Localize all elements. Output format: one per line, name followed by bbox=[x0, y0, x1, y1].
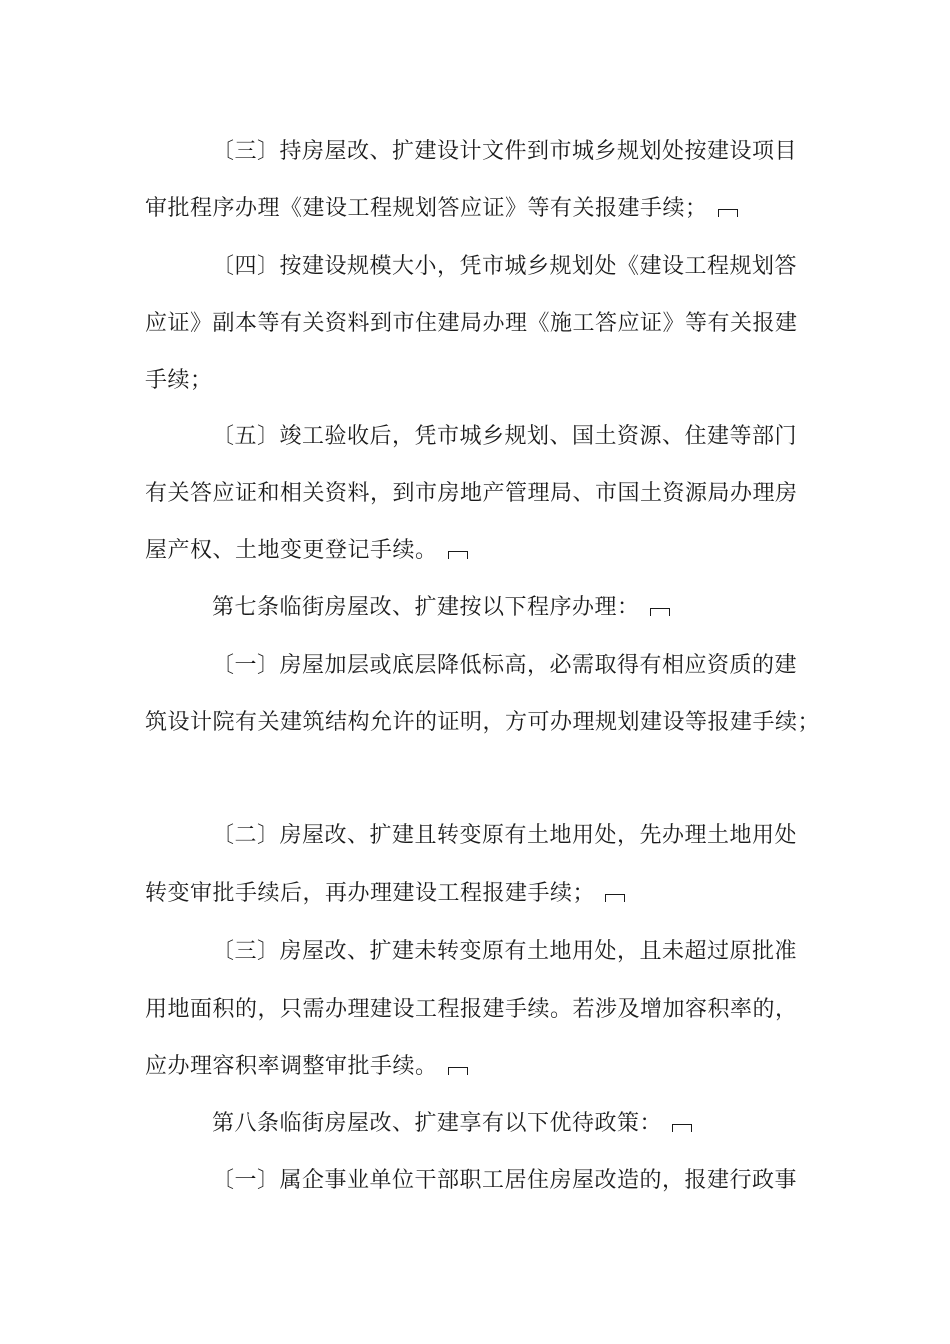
paragraph-end-mark-icon bbox=[650, 608, 670, 616]
paragraph-line bbox=[212, 137, 797, 167]
paragraph-end-mark-icon bbox=[448, 551, 468, 559]
paragraph-line bbox=[145, 708, 820, 738]
paragraph-line bbox=[212, 937, 797, 967]
line-text: 〔一〕房屋加层或底层降低标高，必需取得有相应资质的建 bbox=[212, 653, 798, 678]
line-text: 〔五〕竣工验收后，凭市城乡规划、国土资源、住建等部门 bbox=[212, 424, 798, 449]
paragraph-end-mark-icon bbox=[605, 894, 625, 902]
paragraph-line bbox=[145, 194, 738, 224]
paragraph-line bbox=[145, 1052, 468, 1082]
paragraph-line bbox=[212, 593, 670, 623]
line-text: 〔三〕持房屋改、扩建设计文件到市城乡规划处按建设项目 bbox=[212, 139, 798, 164]
line-text: 应证》副本等有关资料到市住建局办理《施工答应证》等有关报建 bbox=[145, 311, 798, 336]
line-text: 〔二〕房屋改、扩建且转变原有土地用处，先办理土地用处 bbox=[212, 823, 798, 848]
line-text: 〔三〕房屋改、扩建未转变原有土地用处，且未超过原批准 bbox=[212, 939, 798, 964]
paragraph-line bbox=[212, 821, 797, 851]
paragraph-line bbox=[212, 651, 797, 681]
paragraph-end-mark-icon bbox=[672, 1124, 692, 1132]
line-text: 〔一〕属企事业单位干部职工居住房屋改造的，报建行政事 bbox=[212, 1168, 798, 1193]
line-text: 应办理容积率调整审批手续。 bbox=[145, 1054, 438, 1079]
paragraph-line bbox=[145, 995, 798, 1025]
line-text: 第七条临街房屋改、扩建按以下程序办理： bbox=[212, 595, 640, 620]
paragraph-line bbox=[145, 366, 213, 396]
line-text: 审批程序办理《建设工程规划答应证》等有关报建手续； bbox=[145, 196, 708, 221]
line-text: 转变审批手续后，再办理建设工程报建手续； bbox=[145, 881, 596, 906]
paragraph-line bbox=[212, 1109, 692, 1139]
paragraph-end-mark-icon bbox=[718, 209, 738, 217]
paragraph-line bbox=[145, 479, 798, 509]
paragraph-line bbox=[145, 536, 468, 566]
line-text: 第八条临街房屋改、扩建享有以下优待政策： bbox=[212, 1111, 663, 1136]
line-text: 手续； bbox=[145, 368, 213, 393]
line-text: 用地面积的，只需办理建设工程报建手续。若涉及增加容积率的， bbox=[145, 997, 798, 1022]
paragraph-line bbox=[212, 422, 797, 452]
paragraph-line bbox=[212, 252, 797, 282]
line-text: 屋产权、土地变更登记手续。 bbox=[145, 538, 438, 563]
paragraph-end-mark-icon bbox=[448, 1067, 468, 1075]
paragraph-line bbox=[145, 309, 798, 339]
paragraph-line bbox=[212, 1166, 797, 1196]
line-text: 有关答应证和相关资料，到市房地产管理局、市国土资源局办理房 bbox=[145, 481, 798, 506]
paragraph-line bbox=[145, 879, 625, 909]
line-text: 筑设计院有关建筑结构允许的证明，方可办理规划建设等报建手续； bbox=[145, 710, 821, 735]
line-text: 〔四〕按建设规模大小，凭市城乡规划处《建设工程规划答 bbox=[212, 254, 798, 279]
